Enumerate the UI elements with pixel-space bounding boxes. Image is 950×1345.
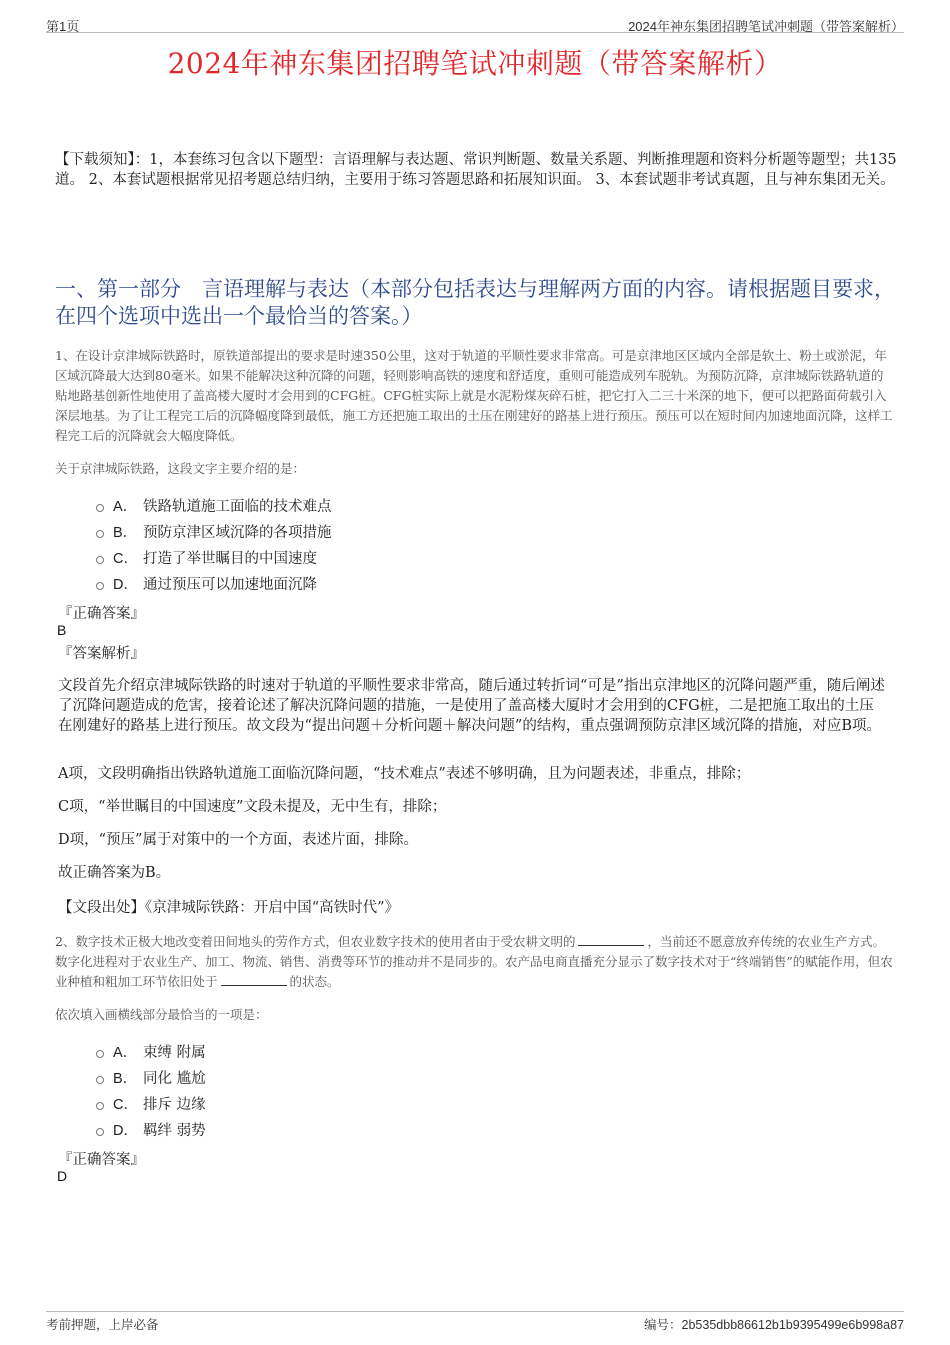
question-1-option-d[interactable]: D． 通过预压可以加速地面沉降 [96, 570, 332, 596]
radio-icon[interactable] [96, 504, 104, 512]
question-2-option-b[interactable]: B． 同化 尴尬 [96, 1064, 206, 1090]
question-1-analysis-c: C项，“举世瞩目的中国速度”文段未提及，无中生有，排除； [58, 799, 447, 815]
correct-answer-label: 『正确答案』 [58, 606, 145, 622]
fill-blank-2[interactable] [221, 973, 287, 986]
question-1-source: 【文段出处】《京津城际铁路：开启中国“高铁时代”》 [58, 900, 400, 916]
fill-blank-1[interactable] [578, 933, 644, 946]
question-2-options [96, 1038, 206, 1142]
section-heading: 一、第一部分 言语理解与表达（本部分包括表达与理解两方面的内容。请根据题目要求，在四个选项中选出一个最恰当的答案。） [55, 277, 895, 328]
question-1-stem: 1、在设计京津城际铁路时，原铁道部提出的要求是时速350公里，这对于轨道的平顺性要求非常高。可是京津地区区域内全部是软土、粉土或淤泥，年区域沉降最大达到80毫米。如果不能解决这种沉降的问题，轻则影响高铁的速度和舒适度，重则可能造成列车脱轨。为预防沉降，京津城际铁路轨道的贴地路基创新性地使用了盖高楼大厦时才会用到的CFG桩。CFG桩实际上就是水泥粉煤灰碎石桩，把它打入二三十米深的地下，便可以把路面荷载引入深层地基。为了让工程完工后的沉降幅度降到最低，施工方还把施工取出的土压在刚建好的路基上进行预压。预压可以在短时间内加速地面沉降，这样工程完工后的沉降就会大幅度降低。 [55, 348, 893, 443]
question-1-analysis-main: 文段首先介绍京津城际铁路的时速对于轨道的平顺性要求非常高，随后通过转折词“可是”指出京津地区的沉降问题严重，随后阐述了沉降问题造成的危害，接着论述了解决沉降问题的措施，一是使用了盖高楼大厦时才会用到的CFG桩，二是把施工取出的土压在刚建好的路基上进行预压。故文段为“提出问题＋分析问题＋解决问题”的结构，重点强调预防京津区域沉降的措施，对应B项。 [58, 678, 885, 734]
footer-serial: 编号：2b535dbb86612b1b9395499e6b998a87 [644, 1318, 904, 1332]
download-notice: 【下载须知】：1，本套练习包含以下题型：言语理解与表达题、常识判断题、数量关系题、判断推理题和资料分析题等题型；共135道。 2、本套试题根据常见招考题总结归纳，主要用于练习答题思路和拓展知识面。 3、本套试题非考试真题，且与神东集团无关。 [55, 152, 897, 188]
page-number: 第1页 [46, 19, 80, 34]
question-1-analysis-a: A项，文段明确指出铁路轨道施工面临沉降问题，“技术难点”表述不够明确，且为问题表述，非重点，排除； [58, 766, 751, 782]
correct-answer-label: 『正确答案』 [58, 1152, 145, 1168]
radio-icon[interactable] [96, 1076, 104, 1084]
page-header [46, 14, 904, 33]
analysis-label: 『答案解析』 [58, 646, 145, 662]
document-title: 2024年神东集团招聘笔试冲刺题（带答案解析） [167, 47, 783, 80]
question-2-answer: D [57, 1168, 68, 1184]
question-2-prompt: 依次填入画横线部分最恰当的一项是： [55, 1007, 268, 1022]
question-1-options [96, 492, 332, 596]
question-2-option-a[interactable]: A． 束缚 附属 [96, 1038, 206, 1064]
question-2-option-c[interactable]: C． 排斥 边缘 [96, 1090, 206, 1116]
radio-icon[interactable] [96, 530, 104, 538]
question-2-stem: 2、数字技术正极大地改变着田间地头的劳作方式，但农业数字技术的使用者由于受农耕文明的 ，当前还不愿意放弃传统的农业生产方式。数字化进程对于农业生产、加工、物流、销售、消费等环节的推动并不是同步的。农产品电商直播充分显示了数字技术对于“终端销售”的赋能作用，但农业种植和粗加工环节依旧处于 的状态。 [55, 934, 893, 989]
question-1-option-a[interactable]: A． 铁路轨道施工面临的技术难点 [96, 492, 332, 518]
footer-slogan: 考前押题，上岸必备 [46, 1317, 159, 1332]
question-1-option-b[interactable]: B． 预防京津区域沉降的各项措施 [96, 518, 332, 544]
question-1-prompt: 关于京津城际铁路，这段文字主要介绍的是： [55, 461, 306, 476]
radio-icon[interactable] [96, 582, 104, 590]
radio-icon[interactable] [96, 1128, 104, 1136]
question-1-answer: B [57, 622, 67, 638]
header-doc-name: 2024年神东集团招聘笔试冲刺题（带答案解析） [628, 19, 904, 34]
question-1-analysis-d: D项，“预压”属于对策中的一个方面，表述片面，排除。 [58, 832, 418, 848]
question-2-option-d[interactable]: D． 羁绊 弱势 [96, 1116, 206, 1142]
page-footer [46, 1311, 904, 1332]
radio-icon[interactable] [96, 1102, 104, 1110]
question-1-conclusion: 故正确答案为B。 [58, 865, 171, 881]
question-1-option-c[interactable]: C． 打造了举世瞩目的中国速度 [96, 544, 332, 570]
radio-icon[interactable] [96, 1050, 104, 1058]
radio-icon[interactable] [96, 556, 104, 564]
